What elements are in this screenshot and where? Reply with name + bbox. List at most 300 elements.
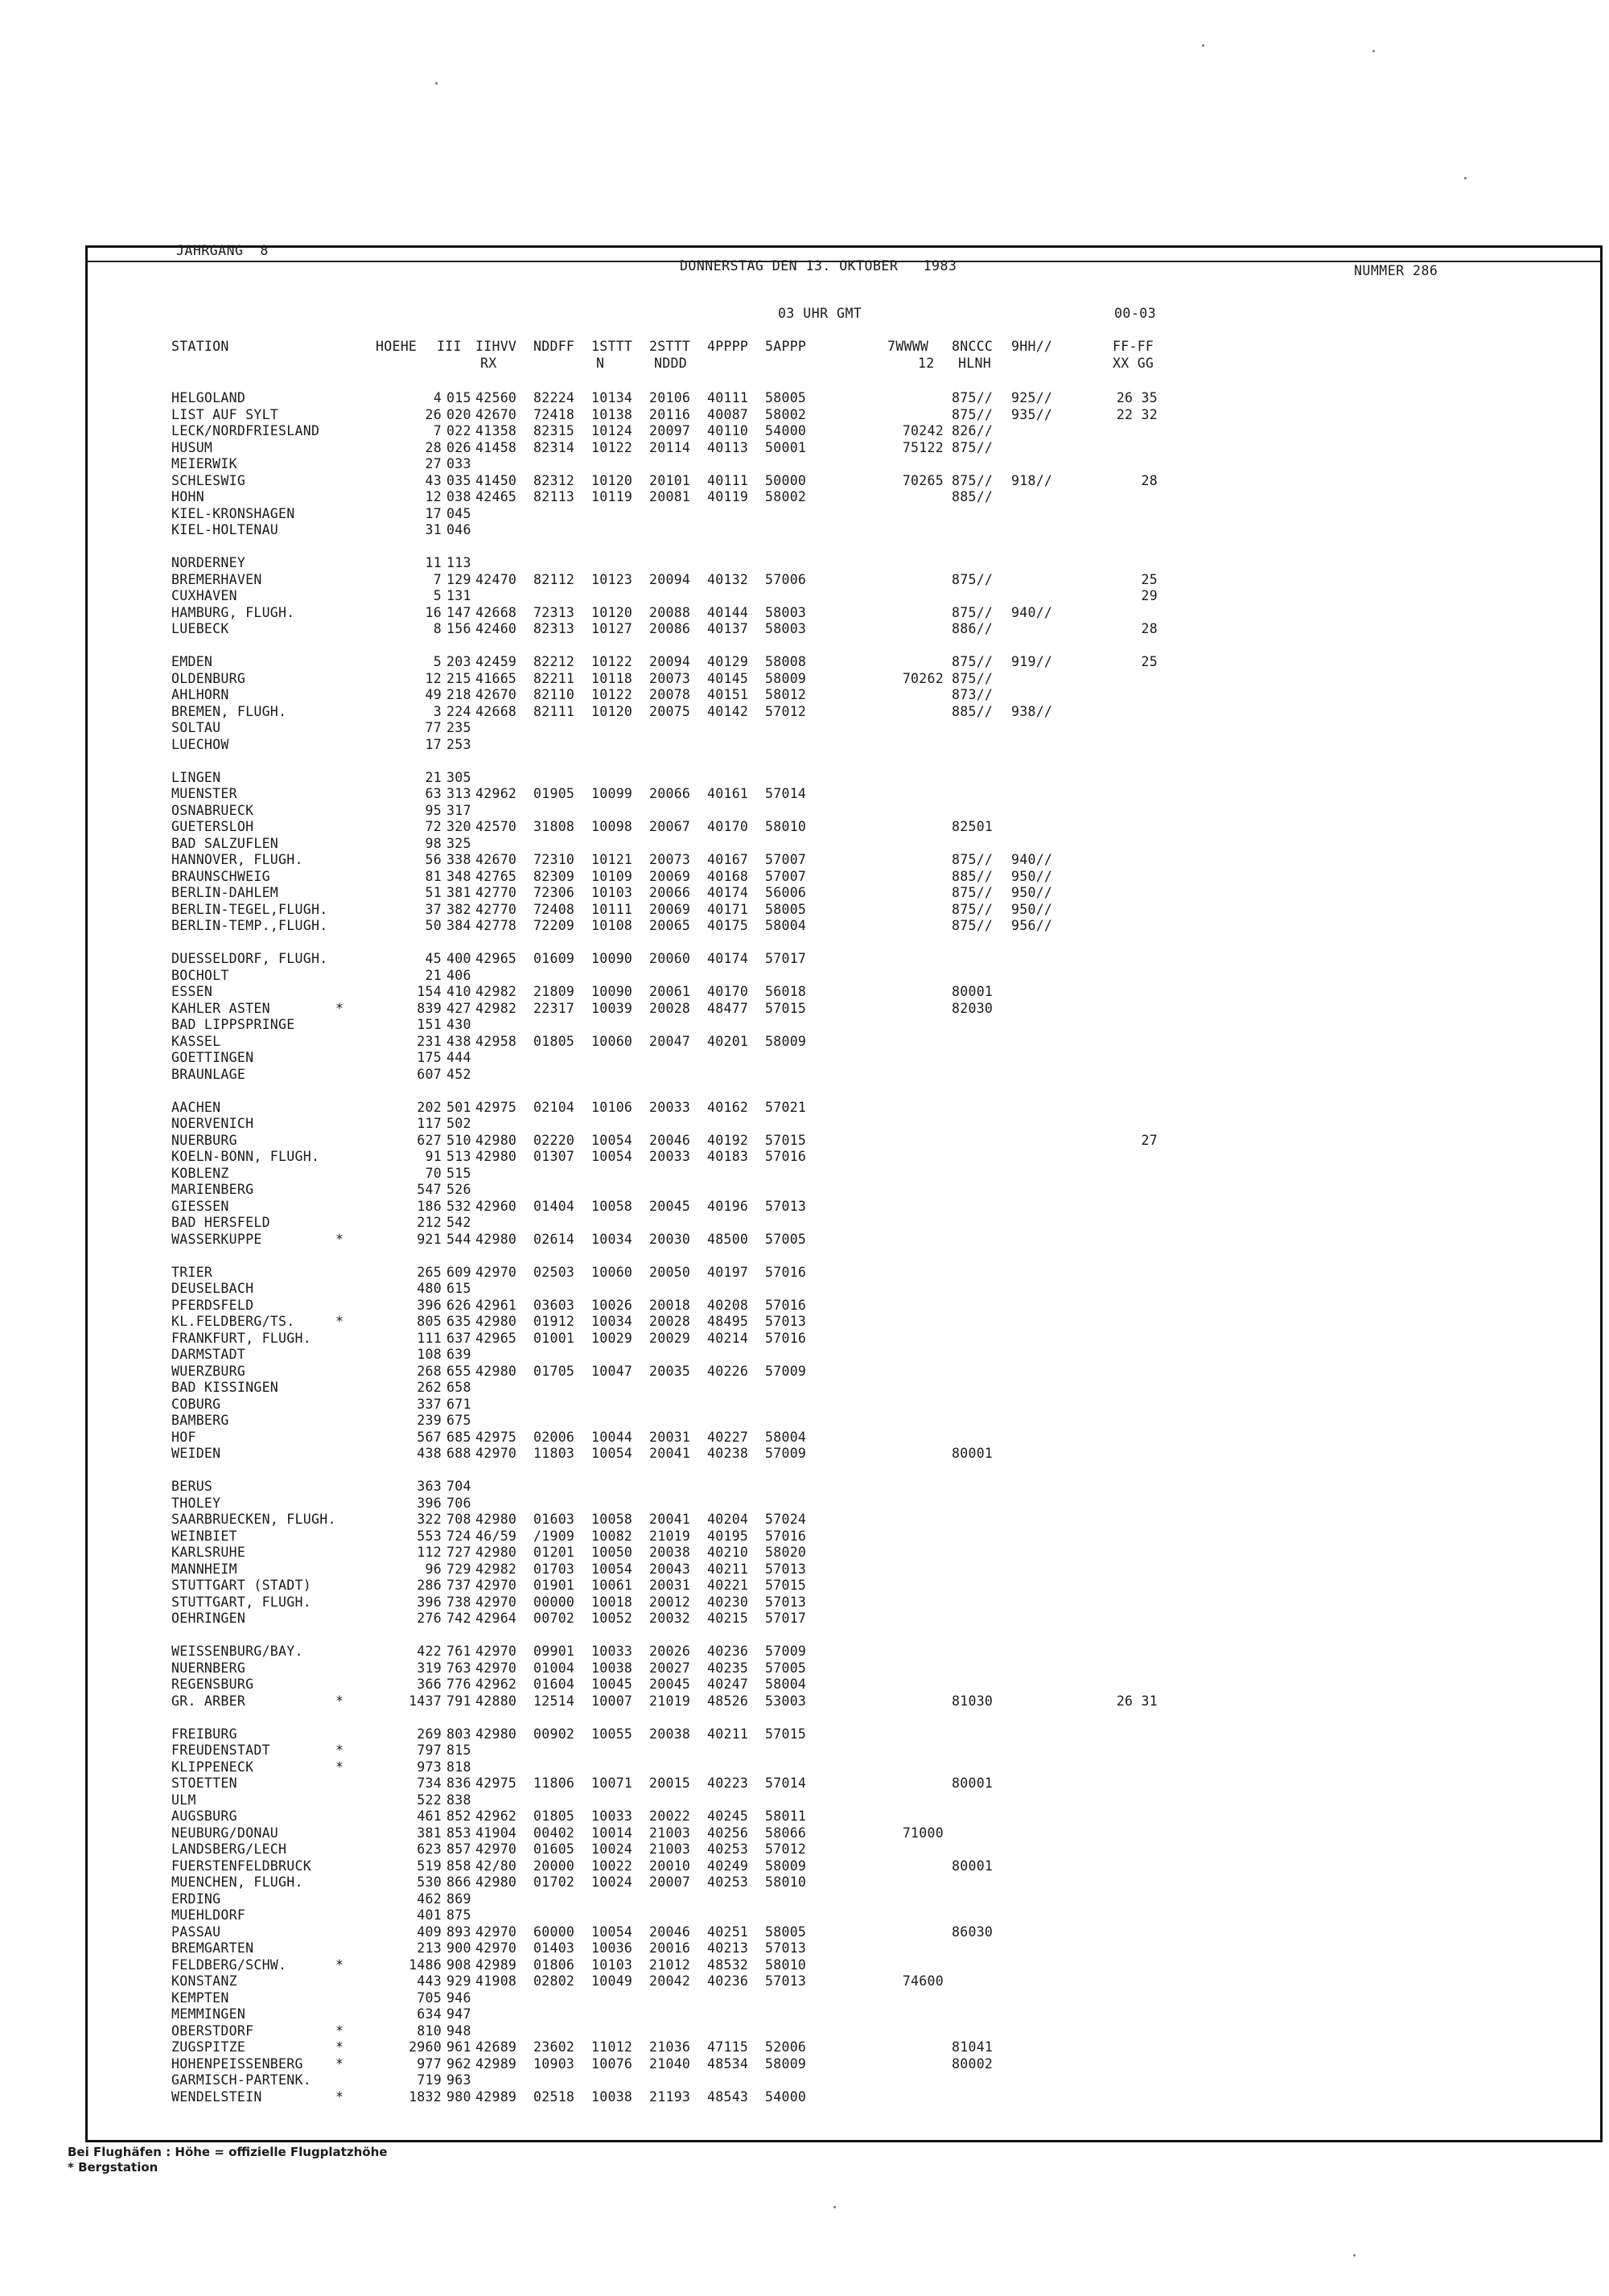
group-9: 919// xyxy=(1011,654,1053,669)
synop-group: 42689 xyxy=(475,2039,517,2055)
station-name: DARMSTADT xyxy=(171,1347,246,1362)
synop-group: 48495 xyxy=(707,1314,749,1329)
station-index: 382 xyxy=(446,901,471,917)
station-index: 626 xyxy=(446,1297,471,1313)
synop-group: 40235 xyxy=(707,1660,749,1676)
station-elevation: 547 xyxy=(417,1182,442,1197)
table-row xyxy=(88,1116,1600,1132)
station-elevation: 11 xyxy=(425,555,442,570)
station-index: 706 xyxy=(446,1495,471,1511)
synop-group: 82315 xyxy=(533,423,575,438)
synop-group: 58009 xyxy=(765,1033,807,1049)
station-name: GIESSEN xyxy=(171,1198,229,1214)
scan-speck xyxy=(1372,50,1375,52)
col-g: 7WWWW xyxy=(887,339,929,354)
station-name: REGENSBURG xyxy=(171,1677,254,1692)
footnote-mountain: * Bergstation xyxy=(68,2160,158,2175)
synop-group: 10054 xyxy=(591,1149,633,1164)
synop-group: 21036 xyxy=(649,2039,691,2055)
mountain-station-marker: * xyxy=(335,2022,344,2039)
synop-group: 57009 xyxy=(765,1446,807,1461)
station-index: 129 xyxy=(446,571,471,587)
station-name: FUERSTENFELDBRUCK xyxy=(171,1858,311,1874)
synop-group: 57016 xyxy=(765,1528,807,1544)
synop-group: 58004 xyxy=(765,1429,807,1445)
station-index: 438 xyxy=(446,1033,471,1049)
station-elevation: 462 xyxy=(417,1891,442,1907)
col-hoehe: HOEHE xyxy=(376,339,418,354)
table-row xyxy=(88,390,1600,406)
table-row xyxy=(88,1677,1600,1693)
table-row xyxy=(88,2006,1600,2022)
synop-group: 00702 xyxy=(533,1611,575,1626)
group-7-weather: 70265 xyxy=(902,472,944,488)
group-8-cloud: 86030 xyxy=(952,1924,994,1940)
station-elevation: 268 xyxy=(417,1363,442,1379)
scan-speck xyxy=(1353,2254,1356,2257)
station-index: 637 xyxy=(446,1330,471,1346)
table-row xyxy=(88,819,1600,835)
synop-group: 48534 xyxy=(707,2055,749,2072)
synop-group: 01905 xyxy=(533,786,575,801)
group-8-cloud: 82501 xyxy=(952,819,994,834)
synop-group: 40208 xyxy=(707,1297,749,1313)
group-8-cloud: 875// xyxy=(952,571,994,587)
station-index: 526 xyxy=(446,1182,471,1197)
synop-group: 58004 xyxy=(765,1677,807,1692)
synop-group: 10099 xyxy=(591,786,633,801)
synop-group: 40145 xyxy=(707,670,749,686)
station-elevation: 4 xyxy=(433,390,442,405)
table-row xyxy=(88,1891,1600,1907)
station-elevation: 72 xyxy=(425,819,442,834)
synop-group: 10026 xyxy=(591,1297,633,1313)
table-row xyxy=(88,1182,1600,1198)
station-name: HANNOVER, FLUGH. xyxy=(171,852,303,867)
station-index: 215 xyxy=(446,670,471,686)
group-9: 956// xyxy=(1011,918,1053,933)
synop-group: 20035 xyxy=(649,1363,691,1379)
synop-group: 10039 xyxy=(591,1000,633,1016)
synop-group: 40087 xyxy=(707,406,749,422)
synop-group: 58002 xyxy=(765,489,807,504)
station-index: 866 xyxy=(446,1874,471,1890)
synop-group: 21040 xyxy=(649,2055,691,2072)
station-index: 045 xyxy=(446,505,471,521)
station-name: BREMERHAVEN xyxy=(171,571,262,587)
synop-group: 11012 xyxy=(591,2039,633,2055)
synop-group: 10082 xyxy=(591,1528,633,1544)
synop-group: 42670 xyxy=(475,406,517,422)
synop-group: 01404 xyxy=(533,1198,575,1214)
synop-group: 58004 xyxy=(765,918,807,933)
station-elevation: 396 xyxy=(417,1594,442,1610)
synop-group: 57007 xyxy=(765,868,807,884)
station-elevation: 1437 xyxy=(409,1693,442,1709)
synop-group: 57013 xyxy=(765,1973,807,1989)
station-index: 313 xyxy=(446,786,471,801)
station-index: 156 xyxy=(446,621,471,636)
scan-speck xyxy=(1464,177,1467,179)
group-8-cloud: 80001 xyxy=(952,1775,994,1791)
synop-group: 42670 xyxy=(475,852,517,867)
synop-group: 42989 xyxy=(475,2088,517,2105)
synop-group: 20116 xyxy=(649,406,691,422)
group-8-cloud: 81041 xyxy=(952,2039,994,2055)
synop-group: 40251 xyxy=(707,1924,749,1940)
synop-group: 53003 xyxy=(765,1693,807,1709)
station-elevation: 401 xyxy=(417,1907,442,1923)
synop-group: 42980 xyxy=(475,1726,517,1742)
station-elevation: 337 xyxy=(417,1396,442,1412)
station-elevation: 108 xyxy=(417,1347,442,1362)
table-row xyxy=(88,1644,1600,1660)
synop-group: 00402 xyxy=(533,1825,575,1841)
synop-group: 48543 xyxy=(707,2088,749,2105)
table-row xyxy=(88,1479,1600,1495)
synop-group: 57017 xyxy=(765,1611,807,1626)
station-name: KIEL-KRONSHAGEN xyxy=(171,505,295,521)
synop-group: 40211 xyxy=(707,1726,749,1742)
synop-group: 20038 xyxy=(649,1726,691,1742)
table-row xyxy=(88,1067,1600,1083)
synop-group: 58010 xyxy=(765,819,807,834)
synop-group: 10122 xyxy=(591,439,633,455)
station-elevation: 734 xyxy=(417,1775,442,1791)
group-8-cloud: 875// xyxy=(952,390,994,405)
group-8-cloud: 81030 xyxy=(952,1693,994,1709)
station-name: FRANKFURT, FLUGH. xyxy=(171,1330,311,1346)
gust-value: 25 xyxy=(1141,571,1158,587)
station-name: AUGSBURG xyxy=(171,1808,237,1824)
station-elevation: 21 xyxy=(425,967,442,983)
synop-group: 10124 xyxy=(591,423,633,438)
synop-group: 40213 xyxy=(707,1940,749,1956)
synop-group: 01201 xyxy=(533,1545,575,1560)
station-elevation: 154 xyxy=(417,984,442,999)
synop-group: 42970 xyxy=(475,1660,517,1676)
table-row xyxy=(88,1413,1600,1429)
station-elevation: 21 xyxy=(425,769,442,785)
synop-group: 20061 xyxy=(649,984,691,999)
station-name: EMDEN xyxy=(171,654,213,669)
synop-group: 50001 xyxy=(765,439,807,455)
col-j-sub: XX GG xyxy=(1113,356,1154,371)
col-iii: III xyxy=(437,339,462,354)
table-row xyxy=(88,605,1600,621)
table-row xyxy=(88,572,1600,588)
synop-group: 40214 xyxy=(707,1330,749,1346)
table-row xyxy=(88,473,1600,489)
synop-group: 41358 xyxy=(475,423,517,438)
synop-group: 48532 xyxy=(707,1957,749,1973)
synop-group: 57014 xyxy=(765,1775,807,1791)
synop-group: 20016 xyxy=(649,1940,691,1956)
table-row xyxy=(88,1215,1600,1231)
synop-group: 42965 xyxy=(475,951,517,966)
gust-value: 26 31 xyxy=(1116,1693,1158,1709)
table-row xyxy=(88,1841,1600,1858)
station-elevation: 567 xyxy=(417,1429,442,1445)
station-elevation: 286 xyxy=(417,1578,442,1593)
synop-group: 40253 xyxy=(707,1874,749,1890)
table-row xyxy=(88,440,1600,456)
station-name: OLDENBURG xyxy=(171,670,246,686)
station-index: 501 xyxy=(446,1099,471,1115)
station-elevation: 381 xyxy=(417,1825,442,1841)
station-name: FELDBERG/SCHW. xyxy=(171,1957,287,1973)
synop-group: 10058 xyxy=(591,1198,633,1214)
station-elevation: 175 xyxy=(417,1050,442,1065)
station-index: 688 xyxy=(446,1446,471,1461)
table-row xyxy=(88,1050,1600,1066)
table-row xyxy=(88,1281,1600,1297)
synop-group: 42980 xyxy=(475,1512,517,1527)
synop-group: 20041 xyxy=(649,1512,691,1527)
synop-group: 40174 xyxy=(707,951,749,966)
station-elevation: 12 xyxy=(425,489,442,504)
station-elevation: 396 xyxy=(417,1297,442,1313)
synop-group: 58003 xyxy=(765,604,807,620)
synop-group: 57005 xyxy=(765,1660,807,1676)
station-name: HOF xyxy=(171,1429,196,1445)
station-name: BERLIN-TEMP.,FLUGH. xyxy=(171,918,328,933)
synop-group: 57015 xyxy=(765,1000,807,1016)
table-row xyxy=(88,1232,1600,1248)
station-name: NOERVENICH xyxy=(171,1116,254,1131)
synop-group: 21809 xyxy=(533,984,575,999)
synop-group: 42989 xyxy=(475,1957,517,1973)
synop-group: 20045 xyxy=(649,1677,691,1692)
station-index: 015 xyxy=(446,390,471,405)
synop-group: 42958 xyxy=(475,1033,517,1049)
synop-group: 21003 xyxy=(649,1825,691,1841)
table-row xyxy=(88,1874,1600,1891)
station-elevation: 31 xyxy=(425,522,442,537)
station-elevation: 5 xyxy=(433,654,442,669)
station-index: 838 xyxy=(446,1792,471,1808)
mountain-station-marker: * xyxy=(335,1693,344,1709)
group-8-cloud: 875// xyxy=(952,604,994,620)
station-index: 724 xyxy=(446,1528,471,1544)
station-name: CUXHAVEN xyxy=(171,588,237,603)
station-index: 452 xyxy=(446,1066,471,1082)
synop-group: 40215 xyxy=(707,1611,749,1626)
table-row xyxy=(88,902,1600,918)
group-7-weather: 70242 xyxy=(902,423,944,438)
station-elevation: 28 xyxy=(425,439,442,455)
synop-group: 11803 xyxy=(533,1446,575,1461)
station-name: HOHN xyxy=(171,489,204,504)
station-index: 738 xyxy=(446,1594,471,1610)
station-index: 022 xyxy=(446,423,471,438)
station-elevation: 77 xyxy=(425,720,442,735)
synop-group: 20030 xyxy=(649,1231,691,1247)
synop-group: 20033 xyxy=(649,1099,691,1115)
group-9: 940// xyxy=(1011,604,1053,620)
synop-group: 10103 xyxy=(591,1957,633,1973)
col-g-sub: 12 xyxy=(918,356,935,371)
table-row xyxy=(88,1347,1600,1363)
synop-group: 20094 xyxy=(649,654,691,669)
table-row xyxy=(88,1990,1600,2006)
station-elevation: 623 xyxy=(417,1841,442,1857)
synop-group: 42668 xyxy=(475,703,517,719)
synop-group: 40119 xyxy=(707,489,749,504)
synop-group: 20069 xyxy=(649,868,691,884)
station-elevation: 422 xyxy=(417,1644,442,1659)
table-row xyxy=(88,1166,1600,1182)
group-9: 925// xyxy=(1011,390,1053,405)
synop-group: 02220 xyxy=(533,1132,575,1148)
synop-group: 58012 xyxy=(765,687,807,702)
synop-group: 40132 xyxy=(707,571,749,587)
group-8-cloud: 886// xyxy=(952,621,994,636)
station-index: 444 xyxy=(446,1050,471,1065)
station-name: WEIDEN xyxy=(171,1446,221,1461)
station-index: 513 xyxy=(446,1149,471,1164)
synop-group: 82309 xyxy=(533,868,575,884)
station-index: 317 xyxy=(446,802,471,818)
synop-group: 57009 xyxy=(765,1644,807,1659)
station-index: 836 xyxy=(446,1775,471,1791)
table-row xyxy=(88,836,1600,852)
table-row xyxy=(88,1199,1600,1215)
station-index: 348 xyxy=(446,868,471,884)
synop-group: 10024 xyxy=(591,1841,633,1857)
station-name: ZUGSPITZE xyxy=(171,2039,246,2055)
station-name: BERLIN-TEGEL,FLUGH. xyxy=(171,901,328,917)
station-index: 305 xyxy=(446,769,471,785)
synop-group: 01004 xyxy=(533,1660,575,1676)
synop-group: 58010 xyxy=(765,1874,807,1890)
observation-range: 00-03 xyxy=(1114,306,1157,321)
synop-group: 01705 xyxy=(533,1363,575,1379)
station-index: 729 xyxy=(446,1561,471,1577)
synop-group: 20046 xyxy=(649,1132,691,1148)
station-index: 406 xyxy=(446,967,471,983)
synop-group: 57016 xyxy=(765,1149,807,1164)
footnotes xyxy=(68,2145,387,2175)
synop-group: 42980 xyxy=(475,1363,517,1379)
synop-group: 42989 xyxy=(475,2055,517,2072)
synop-group: 20032 xyxy=(649,1611,691,1626)
synop-group: 10054 xyxy=(591,1924,633,1940)
synop-group: 40204 xyxy=(707,1512,749,1527)
synop-group: 01806 xyxy=(533,1957,575,1973)
station-index: 875 xyxy=(446,1907,471,1923)
station-elevation: 705 xyxy=(417,1989,442,2006)
col-c: 1STTT xyxy=(591,339,633,354)
group-7-weather: 74600 xyxy=(902,1973,944,1989)
station-name: KL.FELDBERG/TS. xyxy=(171,1314,295,1329)
synop-group: 58005 xyxy=(765,390,807,405)
table-row xyxy=(88,506,1600,522)
group-9: 938// xyxy=(1011,703,1053,719)
synop-group: 10120 xyxy=(591,472,633,488)
synop-group: 20027 xyxy=(649,1660,691,1676)
table-row xyxy=(88,1397,1600,1413)
synop-group: 42970 xyxy=(475,1264,517,1280)
synop-group: 54000 xyxy=(765,423,807,438)
synop-group: 10060 xyxy=(591,1033,633,1049)
synop-group: 20101 xyxy=(649,472,691,488)
synop-group: 57016 xyxy=(765,1330,807,1346)
station-name: KASSEL xyxy=(171,1033,221,1049)
scan-speck xyxy=(1202,44,1204,47)
mountain-station-marker: * xyxy=(335,1314,344,1329)
col-b: NDDFF xyxy=(533,339,575,354)
synop-group: 40197 xyxy=(707,1264,749,1280)
group-8-cloud: 875// xyxy=(952,670,994,686)
station-index: 655 xyxy=(446,1363,471,1379)
station-name: SAARBRUECKEN, FLUGH. xyxy=(171,1512,336,1527)
table-row xyxy=(88,720,1600,736)
station-index: 532 xyxy=(446,1198,471,1214)
synop-group: 10106 xyxy=(591,1099,633,1115)
station-elevation: 634 xyxy=(417,2006,442,2022)
synop-group: 40111 xyxy=(707,472,749,488)
mountain-station-marker: * xyxy=(335,1000,344,1016)
col-i: 9HH// xyxy=(1011,339,1053,354)
table-row xyxy=(88,2039,1600,2055)
station-name: BAD HERSFELD xyxy=(171,1215,270,1230)
group-9: 950// xyxy=(1011,868,1053,884)
synop-group: 82113 xyxy=(533,489,575,504)
station-name: BERLIN-DAHLEM xyxy=(171,885,279,900)
synop-group: 42668 xyxy=(475,604,517,620)
table-row xyxy=(88,786,1600,802)
col-c-sub: N xyxy=(596,356,605,371)
synop-group: 10121 xyxy=(591,852,633,867)
station-elevation: 17 xyxy=(425,736,442,752)
station-name: LANDSBERG/LECH xyxy=(171,1841,287,1857)
station-name: OEHRINGEN xyxy=(171,1611,246,1626)
synop-group: 82313 xyxy=(533,621,575,636)
table-row xyxy=(88,522,1600,538)
synop-group: 10122 xyxy=(591,687,633,702)
synop-group: 12514 xyxy=(533,1693,575,1709)
synop-group: 02802 xyxy=(533,1973,575,1989)
table-row xyxy=(88,1693,1600,1710)
synop-group: 10060 xyxy=(591,1264,633,1280)
synop-group: 40144 xyxy=(707,604,749,620)
station-elevation: 7 xyxy=(433,571,442,587)
station-index: 946 xyxy=(446,1989,471,2006)
synop-group: 21193 xyxy=(649,2088,691,2105)
synop-group: 40161 xyxy=(707,786,749,801)
station-index: 410 xyxy=(446,984,471,999)
synop-group: 72209 xyxy=(533,918,575,933)
station-name: SCHLESWIG xyxy=(171,472,246,488)
synop-group: 10090 xyxy=(591,984,633,999)
table-row xyxy=(88,1545,1600,1561)
station-index: 218 xyxy=(446,687,471,702)
station-name: PFERDSFELD xyxy=(171,1297,254,1313)
table-row xyxy=(88,737,1600,753)
table-row xyxy=(88,869,1600,885)
synop-group: 42970 xyxy=(475,1924,517,1940)
station-name: WENDELSTEIN xyxy=(171,2088,262,2105)
station-name: LIST AUF SYLT xyxy=(171,406,279,422)
synop-group: 42962 xyxy=(475,786,517,801)
synop-group: 42980 xyxy=(475,1231,517,1247)
station-index: 761 xyxy=(446,1644,471,1659)
station-name: OBERSTDORF xyxy=(171,2022,254,2039)
station-elevation: 49 xyxy=(425,687,442,702)
synop-group: 20066 xyxy=(649,786,691,801)
synop-group: 20010 xyxy=(649,1858,691,1874)
